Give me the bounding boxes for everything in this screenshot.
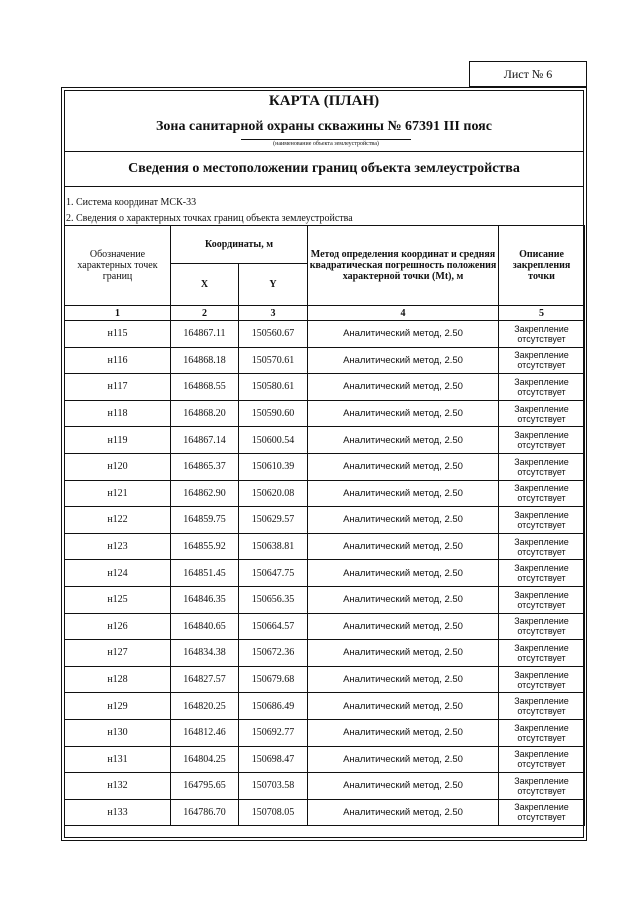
x-cell: 164786.70 bbox=[171, 799, 239, 826]
y-cell: 150560.67 bbox=[239, 321, 308, 348]
table-row bbox=[65, 719, 585, 746]
column-number: 4 bbox=[308, 306, 499, 321]
desc-cell: Закрепление отсутствует bbox=[499, 533, 585, 560]
method-cell: Аналитический метод, 2.50 bbox=[308, 453, 499, 480]
y-cell: 150679.68 bbox=[239, 666, 308, 693]
points-heading: 2. Сведения о характерных точках границ объекта землеустройства bbox=[66, 212, 353, 224]
desc-cell: Закрепление отсутствует bbox=[499, 427, 585, 454]
x-cell: 164868.55 bbox=[171, 374, 239, 401]
section-title: Сведения о местоположении границ объекта землеустройства bbox=[64, 151, 584, 187]
point-cell: н131 bbox=[65, 746, 171, 773]
point-cell: н117 bbox=[65, 374, 171, 401]
method-cell: Аналитический метод, 2.50 bbox=[308, 586, 499, 613]
method-cell: Аналитический метод, 2.50 bbox=[308, 321, 499, 348]
desc-cell: Закрепление отсутствует bbox=[499, 613, 585, 640]
table-row bbox=[65, 321, 585, 348]
x-cell: 164851.45 bbox=[171, 560, 239, 587]
method-cell: Аналитический метод, 2.50 bbox=[308, 480, 499, 507]
column-number: 5 bbox=[499, 306, 585, 321]
x-cell: 164827.57 bbox=[171, 666, 239, 693]
header-point: Обозначение характерных точек границ bbox=[65, 226, 171, 306]
x-cell: 164812.46 bbox=[171, 719, 239, 746]
y-cell: 150600.54 bbox=[239, 427, 308, 454]
method-cell: Аналитический метод, 2.50 bbox=[308, 374, 499, 401]
point-cell: н132 bbox=[65, 773, 171, 800]
method-cell: Аналитический метод, 2.50 bbox=[308, 427, 499, 454]
desc-cell: Закрепление отсутствует bbox=[499, 773, 585, 800]
method-cell: Аналитический метод, 2.50 bbox=[308, 773, 499, 800]
desc-cell: Закрепление отсутствует bbox=[499, 666, 585, 693]
table-row bbox=[65, 746, 585, 773]
table-row bbox=[65, 507, 585, 534]
table-row bbox=[65, 347, 585, 374]
point-cell: н125 bbox=[65, 586, 171, 613]
point-cell: н123 bbox=[65, 533, 171, 560]
method-cell: Аналитический метод, 2.50 bbox=[308, 400, 499, 427]
document-title: КАРТА (ПЛАН) bbox=[268, 93, 380, 109]
header-y: Y bbox=[239, 264, 308, 306]
table-row bbox=[65, 586, 585, 613]
method-cell: Аналитический метод, 2.50 bbox=[308, 640, 499, 667]
x-cell: 164804.25 bbox=[171, 746, 239, 773]
coordinate-system: 1. Система координат МСК-33 bbox=[66, 197, 197, 208]
y-cell: 150580.61 bbox=[239, 374, 308, 401]
method-cell: Аналитический метод, 2.50 bbox=[308, 507, 499, 534]
y-cell: 150703.58 bbox=[239, 773, 308, 800]
y-cell: 150570.61 bbox=[239, 347, 308, 374]
point-cell: н115 bbox=[65, 321, 171, 348]
x-cell: 164865.37 bbox=[171, 453, 239, 480]
table-row bbox=[65, 374, 585, 401]
table-row bbox=[65, 453, 585, 480]
desc-cell: Закрепление отсутствует bbox=[499, 507, 585, 534]
desc-cell: Закрепление отсутствует bbox=[499, 746, 585, 773]
point-cell: н127 bbox=[65, 640, 171, 667]
y-cell: 150620.08 bbox=[239, 480, 308, 507]
column-numbers-row bbox=[65, 306, 585, 321]
y-cell: 150672.36 bbox=[239, 640, 308, 667]
point-cell: н129 bbox=[65, 693, 171, 720]
point-cell: н124 bbox=[65, 560, 171, 587]
y-cell: 150647.75 bbox=[239, 560, 308, 587]
desc-cell: Закрепление отсутствует bbox=[499, 640, 585, 667]
y-cell: 150638.81 bbox=[239, 533, 308, 560]
y-cell: 150686.49 bbox=[239, 693, 308, 720]
y-cell: 150692.77 bbox=[239, 719, 308, 746]
header-x: X bbox=[171, 264, 239, 306]
table-row bbox=[65, 533, 585, 560]
desc-cell: Закрепление отсутствует bbox=[499, 480, 585, 507]
table-row bbox=[65, 427, 585, 454]
desc-cell: Закрепление отсутствует bbox=[499, 719, 585, 746]
desc-cell: Закрепление отсутствует bbox=[499, 400, 585, 427]
x-cell: 164867.11 bbox=[171, 321, 239, 348]
point-cell: н133 bbox=[65, 799, 171, 826]
method-cell: Аналитический метод, 2.50 bbox=[308, 693, 499, 720]
x-cell: 164840.65 bbox=[171, 613, 239, 640]
header-desc: Описание закрепления точки bbox=[499, 226, 585, 306]
table-row bbox=[65, 560, 585, 587]
header-coords: Координаты, м bbox=[171, 226, 308, 264]
method-cell: Аналитический метод, 2.50 bbox=[308, 533, 499, 560]
method-cell: Аналитический метод, 2.50 bbox=[308, 613, 499, 640]
table-row bbox=[65, 613, 585, 640]
desc-cell: Закрепление отсутствует bbox=[499, 693, 585, 720]
desc-cell: Закрепление отсутствует bbox=[499, 586, 585, 613]
method-cell: Аналитический метод, 2.50 bbox=[308, 799, 499, 826]
method-cell: Аналитический метод, 2.50 bbox=[308, 560, 499, 587]
y-cell: 150708.05 bbox=[239, 799, 308, 826]
x-cell: 164855.92 bbox=[171, 533, 239, 560]
method-cell: Аналитический метод, 2.50 bbox=[308, 746, 499, 773]
table-row bbox=[65, 693, 585, 720]
table-row bbox=[65, 640, 585, 667]
method-cell: Аналитический метод, 2.50 bbox=[308, 719, 499, 746]
desc-cell: Закрепление отсутствует bbox=[499, 347, 585, 374]
x-cell: 164846.35 bbox=[171, 586, 239, 613]
point-cell: н121 bbox=[65, 480, 171, 507]
sheet-number: Лист № 6 bbox=[469, 61, 587, 87]
point-cell: н119 bbox=[65, 427, 171, 454]
points-table bbox=[64, 225, 585, 826]
object-caption: (наименование объекта землеустройства) bbox=[241, 139, 411, 149]
table-row bbox=[65, 773, 585, 800]
y-cell: 150656.35 bbox=[239, 586, 308, 613]
desc-cell: Закрепление отсутствует bbox=[499, 453, 585, 480]
point-cell: н130 bbox=[65, 719, 171, 746]
table-row bbox=[65, 666, 585, 693]
x-cell: 164820.25 bbox=[171, 693, 239, 720]
point-cell: н120 bbox=[65, 453, 171, 480]
x-cell: 164859.75 bbox=[171, 507, 239, 534]
y-cell: 150664.57 bbox=[239, 613, 308, 640]
desc-cell: Закрепление отсутствует bbox=[499, 321, 585, 348]
table-row bbox=[65, 400, 585, 427]
table-row bbox=[65, 480, 585, 507]
points-table-body bbox=[65, 321, 585, 826]
column-number: 1 bbox=[65, 306, 171, 321]
point-cell: н126 bbox=[65, 613, 171, 640]
table-row bbox=[65, 799, 585, 826]
point-cell: н116 bbox=[65, 347, 171, 374]
desc-cell: Закрепление отсутствует bbox=[499, 560, 585, 587]
x-cell: 164795.65 bbox=[171, 773, 239, 800]
x-cell: 164867.14 bbox=[171, 427, 239, 454]
zone-title: Зона санитарной охраны скважины № 67391 III пояс bbox=[156, 119, 492, 134]
x-cell: 164834.38 bbox=[171, 640, 239, 667]
method-cell: Аналитический метод, 2.50 bbox=[308, 347, 499, 374]
desc-cell: Закрепление отсутствует bbox=[499, 374, 585, 401]
desc-cell: Закрепление отсутствует bbox=[499, 799, 585, 826]
y-cell: 150610.39 bbox=[239, 453, 308, 480]
y-cell: 150590.60 bbox=[239, 400, 308, 427]
x-cell: 164868.18 bbox=[171, 347, 239, 374]
column-number: 3 bbox=[239, 306, 308, 321]
y-cell: 150629.57 bbox=[239, 507, 308, 534]
x-cell: 164862.90 bbox=[171, 480, 239, 507]
column-number: 2 bbox=[171, 306, 239, 321]
point-cell: н128 bbox=[65, 666, 171, 693]
point-cell: н118 bbox=[65, 400, 171, 427]
x-cell: 164868.20 bbox=[171, 400, 239, 427]
point-cell: н122 bbox=[65, 507, 171, 534]
header-method: Метод определения координат и средняя квадратическая погрешность положения характерной точки (Mt), м bbox=[308, 226, 499, 306]
method-cell: Аналитический метод, 2.50 bbox=[308, 666, 499, 693]
y-cell: 150698.47 bbox=[239, 746, 308, 773]
